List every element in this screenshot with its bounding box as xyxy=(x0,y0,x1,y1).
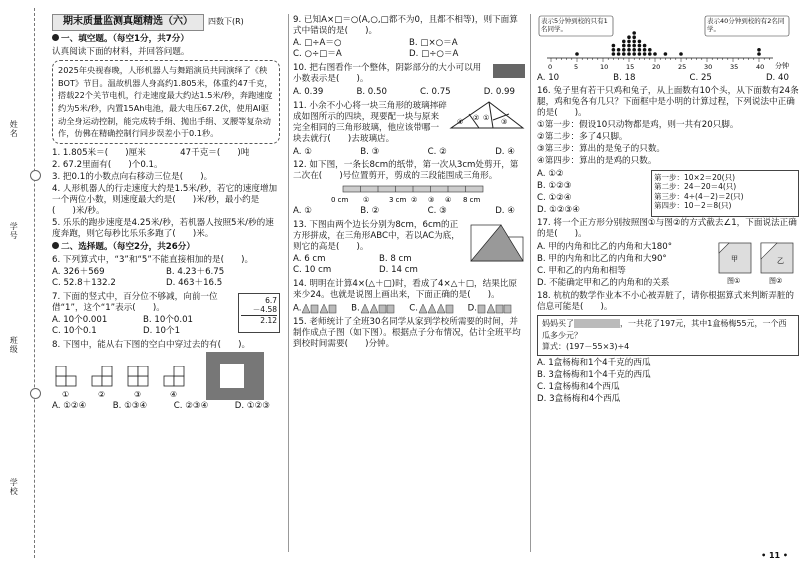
option-a[interactable]: A. xyxy=(293,302,339,315)
question-16: 16. 兔子里有若干只鸡和兔子，从上面数有10个头，从下面数有24条腿，鸡和兔各有几只？下面框中是小明的计算过程，下列说法中正确的是( )。 xyxy=(537,86,799,118)
square-cut-figures xyxy=(715,241,799,285)
axis-tick-label: 5 xyxy=(574,63,579,71)
grade-label: 四数下(R) xyxy=(208,17,244,27)
option-b[interactable]: B. 10个0.01 xyxy=(143,315,194,326)
broken-triangle-figure xyxy=(449,100,525,130)
plot-dot xyxy=(638,52,642,56)
paper-strip-figure xyxy=(293,183,519,205)
page-number: • 11 • xyxy=(761,550,788,560)
shaded-rectangle xyxy=(493,64,525,78)
svg-text:③: ③ xyxy=(501,118,508,126)
figure-label-2: ② xyxy=(98,390,106,400)
option-c[interactable]: C. ② xyxy=(427,147,447,157)
option-c[interactable]: C. 10 cm xyxy=(293,265,332,275)
option-a[interactable]: A. 0.39 xyxy=(293,87,324,97)
cut-line xyxy=(34,8,35,558)
cube-figures xyxy=(52,366,202,400)
grid-wall-figure xyxy=(206,352,264,400)
question-5: 5. 乐乐的跑步速度是4.25米/秒，若机器人按照5米/秒的速度奔跑，则它每秒比乐乐多跑了( )米。 xyxy=(52,218,274,240)
option-c[interactable]: C. xyxy=(409,302,456,315)
option-d[interactable]: D. 0.99 xyxy=(483,87,515,97)
plot-dot xyxy=(638,44,642,48)
figure-label-3: ③ xyxy=(134,390,142,400)
option-d[interactable]: D. ①②③④ xyxy=(537,205,580,215)
question-7-block xyxy=(52,291,280,339)
plot-dot xyxy=(617,48,621,52)
plot-dot xyxy=(632,40,636,44)
question-8-figures xyxy=(52,352,280,400)
strip-mark: 0 cm xyxy=(331,196,349,204)
option-c[interactable]: C. 0.75 xyxy=(420,87,451,97)
plot-dot xyxy=(612,48,616,52)
calc-box: 第一步：10×2＝20(只) 第二步：24－20＝4(只) 第三步：4÷(4－2)＝2(只) 第四步：10－2＝8(只) xyxy=(651,170,799,217)
question-13: 13. 下图由两个边长分别为8cm，6cm的正方形拼成，在三角形ABC中，若以AC为底，则它的高是( )。 xyxy=(293,220,460,252)
option-a[interactable]: A. ① xyxy=(293,147,312,157)
exam-header xyxy=(52,14,280,31)
question-15-options xyxy=(537,73,799,84)
question-9-options xyxy=(293,38,525,60)
option-a[interactable]: A. 1盒杨梅和1个4千克的西瓜 xyxy=(537,357,651,368)
question-14-options xyxy=(293,302,525,315)
option-b[interactable]: B. □×○＝A xyxy=(409,38,458,48)
axis-tick-label: 15 xyxy=(626,63,635,71)
option-a[interactable]: A. □÷A＝○ xyxy=(293,38,342,48)
option-b[interactable]: B. 0.50 xyxy=(356,87,387,97)
option-a[interactable]: A. 10个0.001 xyxy=(52,315,108,326)
option-b[interactable]: B. ①③④ xyxy=(112,401,148,412)
question-7-options xyxy=(52,315,234,337)
plot-dot xyxy=(617,52,621,56)
plot-dot xyxy=(632,31,636,35)
strip-mark: ③ xyxy=(428,196,435,204)
option-c[interactable]: C. ①②④ xyxy=(537,193,572,203)
name-label: 姓名 xyxy=(9,120,19,138)
option-a[interactable]: A. ① xyxy=(293,206,312,216)
plot-dot xyxy=(622,52,626,56)
plot-dot xyxy=(664,52,668,56)
question-8: 8. 下图中，能从右下图的空白中穿过去的有( )。 xyxy=(52,340,251,351)
reading-passage: 2025年央视春晚，人形机器人与舞蹈演员共同演绎了《秧BOT》节目。温故机器人身高约1.805米，体重约47千克，搭载22个关节电机，行走速度最大约达1.5米/秒，奔跑速度约为5米/秒，内置15Ah电池，最大电压67.2伏，使用AI驱动全身运动控制，能完成转手绢、抛出手绢、叉腰等复杂动作，仿佛在精确控制行同步误差小于0.1秒。 xyxy=(52,60,280,144)
question-18: 18. 杭杭的数学作业本不小心被弄脏了，请你根据算式来判断弄脏的信息可能是( )。 xyxy=(537,291,795,312)
plot-dot xyxy=(627,44,631,48)
question-9: 9. 已知A×□＝○(A,○,□都不为0，且都不相等)，则下面算式中错误的是( )。 xyxy=(293,15,518,36)
option-d[interactable]: D. □÷○＝A xyxy=(409,49,459,59)
option-d[interactable]: D. xyxy=(468,302,515,315)
question-10-block xyxy=(293,62,525,86)
svg-text:②: ② xyxy=(473,114,480,122)
question-2: 2. 67.2里面有( )个0.1。 xyxy=(52,160,163,171)
option-d[interactable]: D. ④ xyxy=(495,147,515,157)
axis-tick-label: 30 xyxy=(704,63,713,71)
question-6-options xyxy=(52,267,280,289)
option-c[interactable]: C. 甲和乙的内角和相等 xyxy=(537,266,626,276)
strip-mark: 3 cm xyxy=(389,196,407,204)
option-b[interactable]: B. ①②③ xyxy=(537,181,572,191)
smudge xyxy=(574,319,620,328)
question-1: 1. 1.805米＝( )厘米 47千克＝( )吨 xyxy=(52,148,250,159)
question-11-options xyxy=(293,147,525,158)
figure-label-1: ① xyxy=(62,390,70,400)
strip-mark: ② xyxy=(411,196,418,204)
question-14: 14. 明明在计算4×(△＋□)时，看成了4×△＋□，结果比原来少24。也就是说图上画出来，下面正确的是( )。 xyxy=(293,279,517,300)
option-a[interactable]: A. 甲的内角和比乙的内角和大180° xyxy=(537,242,673,252)
axis-tick-label: 0 xyxy=(548,63,553,71)
plot-dot xyxy=(612,44,616,48)
q16-statement: ④第四步：算出的是鸡的只数。 xyxy=(537,156,657,166)
option-b[interactable]: B. 18 xyxy=(613,73,636,83)
plot-dot xyxy=(638,40,642,44)
question-4: 4. 人形机器人的行走速度大约是1.5米/秒，若它的速度增加一个两位小数，则速度最大约是( )米/秒，最小约是( )米/秒。 xyxy=(52,184,278,217)
id-label: 学号 xyxy=(9,222,19,240)
option-d[interactable]: D. 463＋16.5 xyxy=(166,278,223,289)
class-label: 班级 xyxy=(9,336,19,354)
option-d[interactable]: D. 14 cm xyxy=(379,265,418,275)
svg-text:①: ① xyxy=(483,114,490,122)
binding-margin xyxy=(0,0,48,566)
label-fig1: 图① xyxy=(727,277,741,285)
option-b[interactable]: B. 8 cm xyxy=(379,254,412,264)
question-13-options xyxy=(293,254,465,276)
strip-mark: ④ xyxy=(445,196,452,204)
question-16-answer-block xyxy=(537,168,799,217)
option-c[interactable]: C. ③ xyxy=(427,206,447,216)
axis-tick-label: 10 xyxy=(600,63,609,71)
option-b[interactable]: B. ② xyxy=(360,206,380,216)
axis-tick-label: 25 xyxy=(678,63,687,71)
strip-mark: ① xyxy=(363,196,370,204)
question-15: 15. 老师统计了全班30名同学从家到学校所需要的时间，并制作成点子图（如下图）。根据点子分布情况，估计全班平均到校时间需要( )分钟。 xyxy=(293,316,521,349)
option-a[interactable]: A. 10 xyxy=(537,73,560,83)
option-d[interactable]: D. 3盒杨梅和4个西瓜 xyxy=(537,393,621,404)
option-d[interactable]: D. ④ xyxy=(495,206,515,216)
plot-dot xyxy=(632,35,636,39)
dot-plot xyxy=(537,14,793,72)
binding-hole xyxy=(30,170,41,181)
two-squares-figure xyxy=(469,219,525,263)
question-17-block xyxy=(537,241,799,290)
plot-dot xyxy=(757,48,761,52)
plot-dot xyxy=(622,44,626,48)
q16-statement: ①第一步：假设10只动物都是鸡，则一共有20只脚。 xyxy=(537,120,739,130)
option-c[interactable]: C. ○÷□＝A xyxy=(293,49,342,59)
exam-title: 期末质量监测真题精选（六） xyxy=(52,14,204,31)
bubble-right: 表示40分钟到校的有2名同学。 xyxy=(707,17,785,34)
option-d[interactable]: D. 40 xyxy=(765,73,789,83)
option-b[interactable]: B. 4.23＋6.75 xyxy=(166,267,225,278)
option-a[interactable]: A. ①② xyxy=(537,169,564,179)
plot-dot xyxy=(679,52,683,56)
plot-dot xyxy=(612,52,616,56)
plot-dot xyxy=(622,40,626,44)
dirty-note: 妈妈买了 ，一共花了197元，其中1盒杨梅55元，一个西瓜多少元？ 算式：(197－55×3)÷4 xyxy=(537,315,799,356)
column-2 xyxy=(288,14,525,552)
plot-dot xyxy=(638,48,642,52)
figure-label-4: ④ xyxy=(170,390,178,400)
option-c[interactable]: C. ②③④ xyxy=(173,401,209,412)
option-a[interactable]: A. ①②④ xyxy=(52,401,87,412)
column-3 xyxy=(530,14,799,552)
section-title: 一、填空题。（每空1分，共7分） xyxy=(52,34,280,45)
plot-dot xyxy=(643,52,647,56)
plot-dot xyxy=(648,52,652,56)
section-title: 二、选择题。（每空2分，共26分） xyxy=(52,242,280,253)
binding-hole xyxy=(30,388,41,399)
axis-unit: 分钟 xyxy=(775,62,789,70)
question-13-block xyxy=(293,219,525,278)
vertical-subtraction: 6.7 －4.58 2.12 xyxy=(238,293,280,333)
question-10: 10. 把右图看作一个整体，阴影部分的大小可以用小数表示是( )。 xyxy=(293,63,482,84)
section-intro: 认真阅读下面的材料，并回答问题。 xyxy=(52,46,190,57)
option-a[interactable]: A. 6 cm xyxy=(293,254,326,264)
plot-dot xyxy=(627,35,631,39)
plot-dot xyxy=(627,48,631,52)
label-fig2: 图② xyxy=(769,277,783,285)
question-11-block xyxy=(293,100,525,146)
option-b[interactable]: B. 甲的内角和比乙的内角和大90° xyxy=(537,254,667,264)
q16-statement: ③第三步：算出的是兔子的只数。 xyxy=(537,144,666,154)
plot-dot xyxy=(632,52,636,56)
question-12-options xyxy=(293,206,525,217)
question-11: 11. 小余不小心将一块三角形的玻璃摔碎成如图所示的四块，现要配一块与原来完全相同的三角形玻璃，他应该带哪一块去就行( )去玻璃店。 xyxy=(293,101,447,144)
plot-dot xyxy=(622,48,626,52)
question-3: 3. 把0.1的小数点向右移动三位是( )。 xyxy=(52,172,213,183)
axis-tick-label: 35 xyxy=(730,63,739,71)
axis-tick-label: 20 xyxy=(652,63,661,71)
question-12: 12. 如下图，一条长8cm的纸带，第一次从3cm处剪开，第二次在( )号位置剪开，剪成的三段能围成三角形。 xyxy=(293,160,519,181)
option-b[interactable]: B. ③ xyxy=(360,147,380,157)
option-b[interactable]: B. xyxy=(351,302,398,315)
plot-dot xyxy=(643,44,647,48)
label-jia: 甲 xyxy=(731,255,738,263)
plot-dot xyxy=(575,52,579,56)
svg-text:④: ④ xyxy=(457,118,464,126)
plot-dot xyxy=(632,48,636,52)
question-17: 17. 将一个正方形分别按照图①与图②的方式截去∠1，下面说法正确的是( )。 xyxy=(537,218,797,239)
option-d[interactable]: D. ①②③ xyxy=(234,401,270,412)
plot-dot xyxy=(632,44,636,48)
option-b[interactable]: B. 3盒杨梅和1个4千克的西瓜 xyxy=(537,369,651,380)
plot-dot xyxy=(648,48,652,52)
plot-dot xyxy=(757,52,761,56)
strip-mark: 8 cm xyxy=(463,196,481,204)
bubble-left: 表示5分钟到校的只有1名同学。 xyxy=(541,17,608,34)
label-yi: 乙 xyxy=(777,257,784,265)
question-8-options xyxy=(52,401,280,412)
option-d[interactable]: D. 10个1 xyxy=(143,326,181,337)
question-7: 7. 下面的竖式中，百分位不够减，向前一位借“1”，这个“1”表示( )。 xyxy=(52,292,218,314)
plot-dot xyxy=(627,52,631,56)
q16-statement: ②第二步：多了4只脚。 xyxy=(537,132,628,142)
option-d[interactable]: D. 不能确定甲和乙的内角和的关系 xyxy=(537,278,670,288)
option-c[interactable]: C. 25 xyxy=(689,73,712,83)
plot-dot xyxy=(643,48,647,52)
option-c[interactable]: C. 10个0.1 xyxy=(52,326,97,337)
axis-tick-label: 40 xyxy=(756,63,765,71)
column-1 xyxy=(52,14,280,552)
question-10-options xyxy=(293,87,525,98)
question-6: 6. 下列算式中，“3”和“5”不能直接相加的是( )。 xyxy=(52,255,254,266)
school-label: 学校 xyxy=(9,478,19,496)
plot-dot xyxy=(653,52,657,56)
option-a[interactable]: A. 326＋569 xyxy=(52,267,105,278)
option-c[interactable]: C. 52.8＋132.2 xyxy=(52,278,116,289)
plot-dot xyxy=(627,40,631,44)
option-c[interactable]: C. 1盒杨梅和4个西瓜 xyxy=(537,381,620,392)
